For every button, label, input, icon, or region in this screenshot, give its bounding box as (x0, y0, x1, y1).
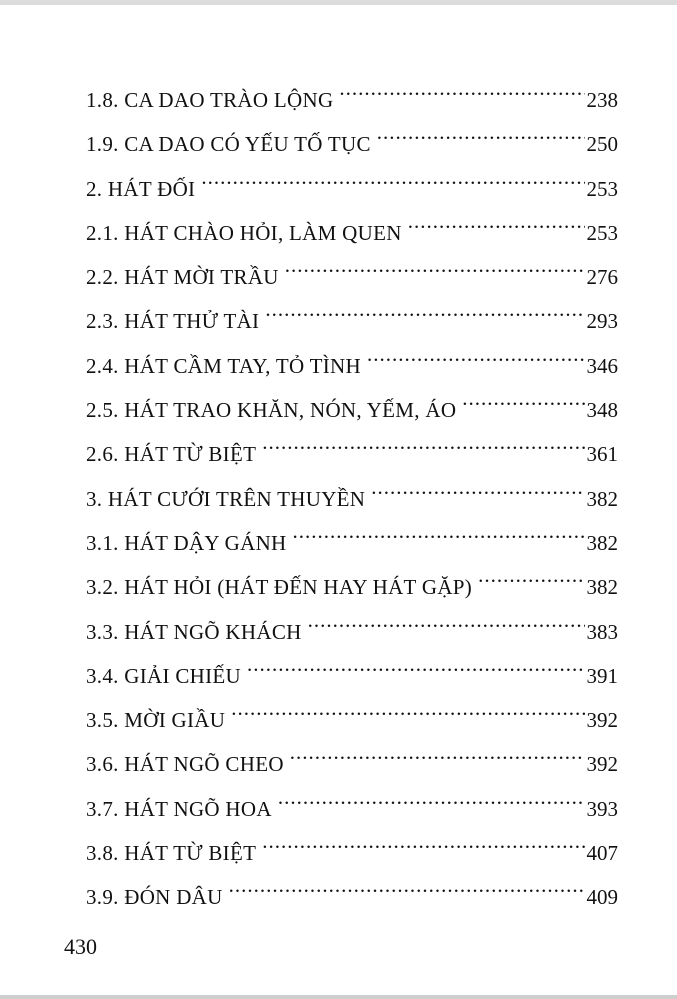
toc-entry (86, 565, 618, 609)
toc-entry (86, 831, 618, 875)
toc-leader-dots (262, 839, 584, 860)
toc-entry-title: 2. HÁT ĐỐI (86, 176, 196, 201)
toc-entry (86, 388, 618, 432)
toc-entry-page: 253 (586, 176, 618, 201)
toc-entry (86, 211, 618, 255)
toc-entry (86, 875, 618, 919)
toc-leader-dots (478, 573, 584, 594)
toc-leader-dots (371, 485, 584, 506)
toc-leader-dots (285, 263, 585, 284)
toc-leader-dots (278, 795, 585, 816)
toc-leader-dots (367, 352, 585, 373)
toc-leader-dots (265, 307, 584, 328)
table-of-contents (86, 78, 618, 920)
toc-entry-title: 3.1. HÁT DẬY GÁNH (86, 530, 287, 555)
toc-entry (86, 78, 618, 122)
toc-entry (86, 742, 618, 786)
toc-leader-dots (262, 440, 584, 461)
toc-entry (86, 610, 618, 654)
toc-entry-title: 1.9. CA DAO CÓ YẾU TỐ TỤC (86, 132, 371, 157)
toc-entry (86, 122, 618, 166)
toc-entry (86, 787, 618, 831)
toc-entry-page: 391 (586, 663, 618, 688)
toc-entry-page: 253 (586, 220, 618, 245)
toc-leader-dots (408, 219, 585, 240)
toc-leader-dots (290, 750, 585, 771)
toc-leader-dots (247, 662, 585, 683)
toc-leader-dots (462, 396, 584, 417)
toc-leader-dots (201, 175, 584, 196)
toc-entry-page: 382 (586, 575, 618, 600)
toc-entry-page: 392 (586, 708, 618, 733)
toc-entry-page: 409 (586, 885, 618, 910)
toc-entry-title: 2.4. HÁT CẦM TAY, TỎ TÌNH (86, 353, 361, 378)
toc-entry-page: 407 (586, 841, 618, 866)
toc-entry-page: 348 (586, 398, 618, 423)
toc-entry (86, 698, 618, 742)
toc-entry-page: 383 (586, 619, 618, 644)
toc-entry-title: 3. HÁT CƯỚI TRÊN THUYỀN (86, 486, 366, 511)
toc-entry-title: 2.5. HÁT TRAO KHĂN, NÓN, YẾM, ÁO (86, 398, 457, 423)
toc-entry-page: 382 (586, 530, 618, 555)
toc-entry-title: 3.7. HÁT NGÕ HOA (86, 796, 272, 821)
toc-entry-title: 3.4. GIẢI CHIẾU (86, 663, 241, 688)
toc-entry-title: 3.5. MỜI GIẦU (86, 708, 226, 733)
toc-entry-title: 3.2. HÁT HỎI (HÁT ĐẾN HAY HÁT GẶP) (86, 575, 473, 600)
toc-entry-page: 238 (586, 88, 618, 112)
toc-entry-page: 382 (586, 486, 618, 511)
toc-entry (86, 167, 618, 211)
toc-entry (86, 477, 618, 521)
toc-leader-dots (308, 618, 585, 639)
toc-entry-title: 2.2. HÁT MỜI TRẦU (86, 265, 279, 290)
toc-leader-dots (339, 86, 584, 107)
toc-leader-dots (229, 883, 585, 904)
toc-entry (86, 432, 618, 476)
toc-entry-page: 346 (586, 353, 618, 378)
toc-entry-page: 361 (586, 442, 618, 467)
toc-entry (86, 255, 618, 299)
toc-entry-page: 392 (586, 752, 618, 777)
page-bottom-edge (0, 995, 677, 999)
toc-entry (86, 654, 618, 698)
toc-entry-title: 2.6. HÁT TỪ BIỆT (86, 442, 257, 467)
toc-entry (86, 521, 618, 565)
page-top-edge (0, 0, 677, 5)
toc-entry-title: 3.6. HÁT NGÕ CHEO (86, 752, 284, 777)
toc-entry-title: 3.3. HÁT NGÕ KHÁCH (86, 619, 302, 644)
toc-entry (86, 344, 618, 388)
toc-leader-dots (231, 706, 584, 727)
page-number: 430 (64, 934, 97, 959)
toc-leader-dots (377, 130, 585, 151)
toc-entry-title: 3.9. ĐÓN DÂU (86, 885, 223, 910)
toc-entry-title: 2.3. HÁT THỬ TÀI (86, 309, 260, 334)
toc-entry-title: 3.8. HÁT TỪ BIỆT (86, 841, 257, 866)
toc-entry-page: 293 (586, 309, 618, 334)
toc-entry-title: 1.8. CA DAO TRÀO LỘNG (86, 88, 334, 112)
toc-entry-title: 2.1. HÁT CHÀO HỎI, LÀM QUEN (86, 220, 402, 245)
toc-entry (86, 299, 618, 343)
toc-entry-page: 276 (586, 265, 618, 290)
toc-entry-page: 250 (586, 132, 618, 157)
toc-leader-dots (293, 529, 585, 550)
toc-entry-page: 393 (586, 796, 618, 821)
